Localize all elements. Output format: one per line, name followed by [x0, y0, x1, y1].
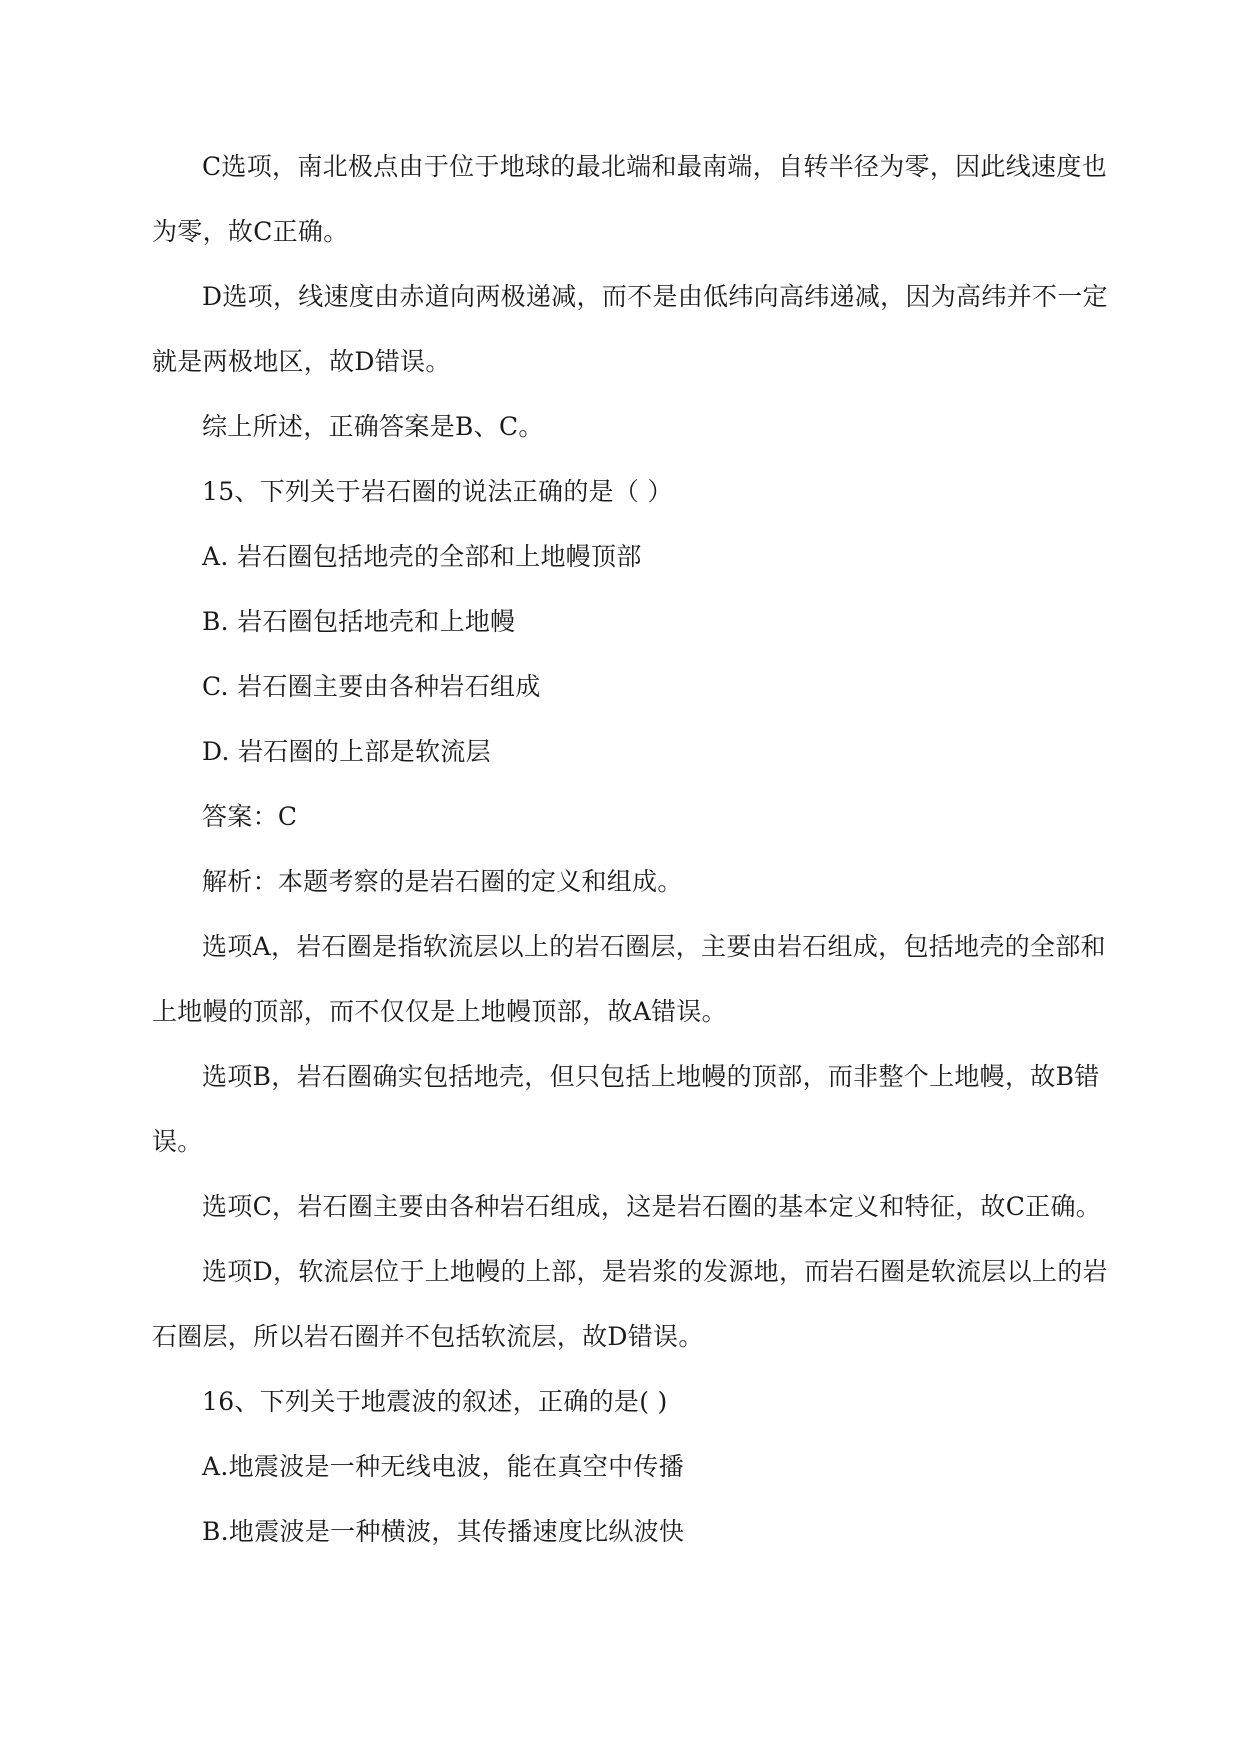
question-15: 15、下列关于岩石圈的说法正确的是（ ） [202, 477, 673, 506]
text-line: C选项，南北极点由于位于地球的最北端和最南端，自转半径为零，因此线速度也 [202, 152, 1107, 181]
option-a: A.地震波是一种无线电波，能在真空中传播 [202, 1452, 685, 1481]
conclusion-line: 综上所述，正确答案是B、C。 [202, 412, 544, 441]
document-body [152, 147, 1108, 1577]
option-d: D. 岩石圈的上部是软流层 [202, 737, 491, 766]
option-b: B.地震波是一种横波，其传播速度比纵波快 [202, 1517, 685, 1546]
answer-line: 答案：C [202, 802, 298, 831]
text-line: 就是两极地区，故D错误。 [152, 347, 451, 376]
text-line: 为零，故C正确。 [152, 217, 349, 246]
text-line: 选项D，软流层位于上地幔的上部，是岩浆的发源地，而岩石圈是软流层以上的岩 [202, 1257, 1108, 1286]
text-line: 石圈层，所以岩石圈并不包括软流层，故D错误。 [152, 1322, 704, 1351]
option-a: A. 岩石圈包括地壳的全部和上地幔顶部 [202, 542, 642, 571]
question-16: 16、下列关于地震波的叙述，正确的是( ) [202, 1387, 668, 1416]
text-line: 选项C，岩石圈主要由各种岩石组成，这是岩石圈的基本定义和特征，故C正确。 [202, 1192, 1102, 1221]
analysis-line: 解析：本题考察的是岩石圈的定义和组成。 [202, 867, 683, 896]
text-line: 上地幔的顶部，而不仅仅是上地幔顶部，故A错误。 [152, 997, 727, 1026]
text-line: 选项B，岩石圈确实包括地壳，但只包括上地幔的顶部，而非整个上地幔，故B错 [202, 1062, 1100, 1091]
option-b: B. 岩石圈包括地壳和上地幔 [202, 607, 516, 636]
text-line: 选项A，岩石圈是指软流层以上的岩石圈层，主要由岩石组成，包括地壳的全部和 [202, 932, 1106, 961]
text-line: D选项，线速度由赤道向两极递减，而不是由低纬向高纬递减，因为高纬并不一定 [202, 282, 1108, 311]
text-line: 误。 [152, 1127, 203, 1156]
option-c: C. 岩石圈主要由各种岩石组成 [202, 672, 541, 701]
